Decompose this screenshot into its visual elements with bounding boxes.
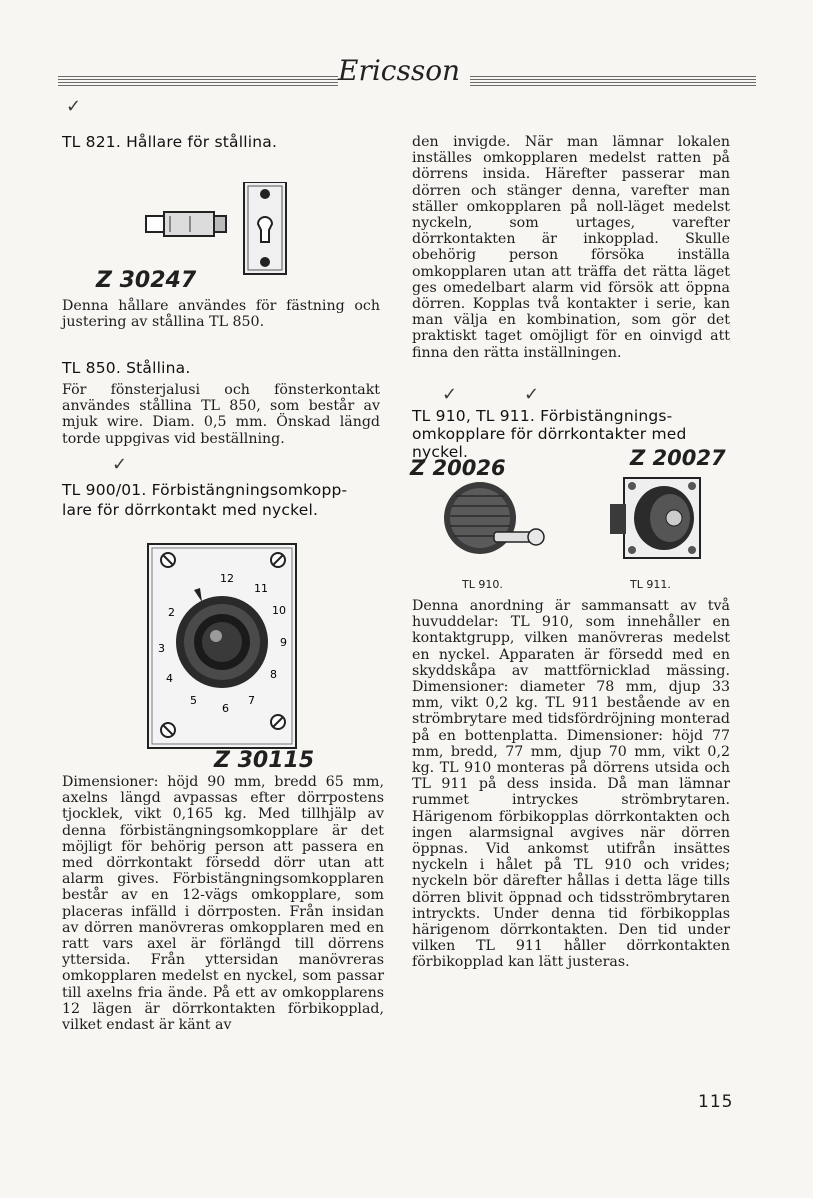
dial-number-12: 12	[220, 572, 234, 585]
tl910-catalog-code: Z 20026	[410, 456, 506, 480]
tl821-holder-illustration	[140, 182, 300, 282]
dial-number-2: 2	[168, 606, 175, 619]
tl900-description-continued: den invigde. När man lämnar lokalen inställes omkopplaren medelst ratten på dörrens insida. Härefter passerar man dörren och stänger denna, varefter man ställer omkopplaren på noll-läget medelst nyckeln, som urtages, varefter dörrkontakten är inkopplad. Skulle obehörig person försöka inställa omkopplaren utan att träffa det rätta läget ges omedelbart alarm vid försök att öppna dörren. Kopplas två kontakter i serie, kan man välja en kombination, som gör det praktiskt taget omöjligt för en oinvigd att finna den rätta inställningen.	[412, 134, 730, 361]
dial-number-6: 6	[222, 702, 229, 715]
ericsson-logo: Ericsson	[338, 54, 461, 87]
dial-number-5: 5	[190, 694, 197, 707]
screw-top-right	[271, 553, 285, 567]
tl821-catalog-code: Z 30247	[96, 268, 197, 293]
tl910-title-line-3: nyckel.	[412, 443, 469, 461]
check-mark: ✓	[442, 384, 458, 405]
tl910-description: Denna anordning är sammansatt av två huvuddelar: TL 910, som innehåller en kontaktgrupp, vilken manövreras medelst en nyckel. Apparaten är försedd med en skyddskåpa av mattförnicklad mässing. Dimensioner: diameter 78 mm, djup 33 mm, vikt 0,2 kg. TL 911 bestående av en strömbrytare med tidsfördröjning monterad på en bottenplatta. Dimensioner: höjd 77 mm, bredd, 77 mm, djup 70 mm, vikt 0,2 kg. TL 910 monteras på dörrens utsida och TL 911 på dess insida. Då man lämnar rummet intryckes strömbrytaren. Härigenom förbikopplas dörrkontakten och ingen alarmsignal avgives när dörren öppnas. Vid ankomst utifrån insättes nyckeln i hålet på TL 910 och vrides; nyckeln bör därefter hållas i detta läge tills dörren blivit öppnad och tidsströmbrytaren intryckts. Under denna tid förbikopplas härigenom dörrkontakten. Den tid under vilken TL 911 håller dörrkontakten förbikopplad kan lätt justeras.	[412, 598, 730, 971]
tl900-description: Dimensioner: höjd 90 mm, bredd 65 mm, axelns längd avpassas efter dörrpostens tjocklek, vikt 0,165 kg. Med tillhjälp av denna förbistängningsomkopplare är det möjligt för behörig person att passera en med dörrkontakt försedd dörr utan att alarm gives. Förbistängningsomkopplaren består av en 12-vägs omkopplare, som placeras infälld i dörrposten. Från insidan av dörren manövreras omkopplaren med en ratt vars axel är förlängd till dörrens yttersida. Från yttersidan manövreras omkopplaren medelst en nyckel, som passar till axelns fria ände. På ett av omkopplarens 12 lägen är dörrkontakten förbikopplad, vilket endast är känt av	[62, 774, 384, 1034]
dial-number-7: 7	[248, 694, 255, 707]
tl910-caption: TL 910.	[462, 578, 503, 591]
header-rule-left	[58, 76, 338, 88]
tl910-title-line-1: TL 910, TL 911. Förbistängnings-	[412, 407, 673, 425]
header-rule-right	[470, 76, 756, 88]
tl910-key-switch-illustration	[440, 476, 550, 566]
tl900-catalog-code: Z 30115	[214, 748, 315, 773]
dial-number-8: 8	[270, 668, 277, 681]
tl910-title-line-2: omkopplare för dörrkontakter med	[412, 425, 687, 443]
tl911-caption: TL 911.	[630, 578, 671, 591]
tl900-title-line-2: lare för dörrkontakt med nyckel.	[62, 501, 319, 519]
tl821-description: Denna hållare användes för fästning och justering av stållina TL 850.	[62, 298, 380, 331]
check-mark: ✓	[112, 454, 128, 475]
tl900-switch-illustration	[146, 542, 298, 752]
screw-bottom-right	[271, 715, 285, 729]
dial-number-11: 11	[254, 582, 268, 595]
screw-top-left	[161, 553, 175, 567]
tl821-title: TL 821. Hållare för stållina.	[62, 133, 278, 151]
screw-bottom-left	[161, 723, 175, 737]
dial-number-4: 4	[166, 672, 173, 685]
page-number: 115	[698, 1092, 734, 1112]
dial-number-9: 9	[280, 636, 287, 649]
dial-number-3: 3	[158, 642, 165, 655]
tl911-catalog-code: Z 20027	[630, 446, 726, 470]
tl850-description: För fönsterjalusi och fönsterkontakt användes stållina TL 850, som består av mjuk wire. Diam. 0,5 mm. Önskad längd torde uppgivas vid beställning.	[62, 382, 380, 447]
check-mark: ✓	[524, 384, 540, 405]
check-mark: ✓	[66, 96, 82, 117]
tl900-title-line-1: TL 900/01. Förbistängningsomkopp-	[62, 481, 348, 499]
tl911-timer-switch-illustration	[610, 476, 710, 566]
dial-number-10: 10	[272, 604, 286, 617]
tl850-title: TL 850. Stållina.	[62, 359, 191, 377]
